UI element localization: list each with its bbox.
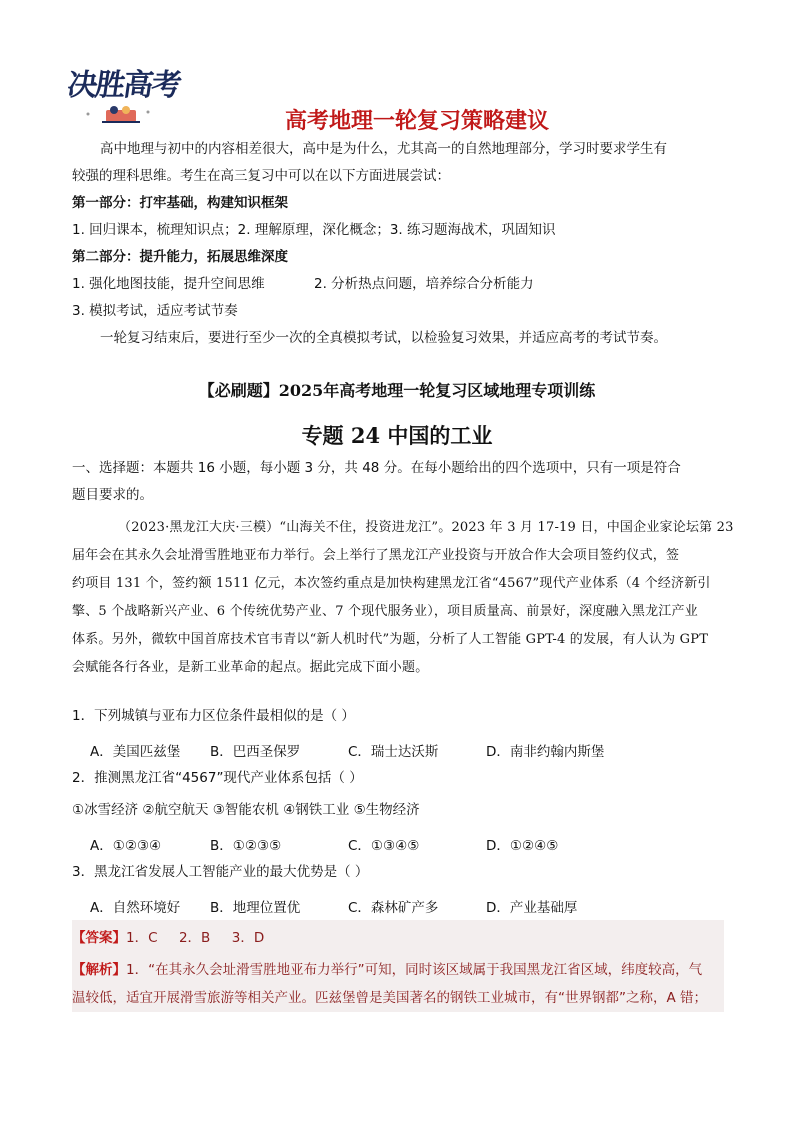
analysis-text-1: 1．“在其永久会址滑雪胜地亚布力举行”可知，同时该区域属于我国黑龙江省区域，纬度较高，气 xyxy=(126,962,703,978)
section-instructions-1: 一、选择题：本题共 16 小题，每小题 3 分，共 48 分。在每小题给出的四个选项中，只有一项是符合 xyxy=(72,460,681,476)
part1-items: 1. 回归课本，梳理知识点；2. 理解原理，深化概念；3. 练习题海战术，巩固知识 xyxy=(72,222,556,238)
final-paragraph: 一轮复习结束后，要进行至少一次的全真模拟考试，以检验复习效果，并适应高考的考试节奏。 xyxy=(100,330,667,346)
answer-box xyxy=(72,920,724,1012)
topic-title: 专题 24 中国的工业 xyxy=(301,423,493,448)
answer-label: 【答案】 xyxy=(72,930,126,946)
material-line-4: 擎、5 个战略新兴产业、6 个传统优势产业、7 个现代服务业），项目质量高、前景好，深度融入黑龙江产业 xyxy=(72,604,698,619)
q1-option-a: A．美国匹兹堡 xyxy=(90,744,181,760)
part1-heading: 第一部分：打牢基础，构建知识框架 xyxy=(72,195,288,211)
question-2-stem: 2．推测黑龙江省“4567”现代产业体系包括（ ） xyxy=(72,770,363,786)
analysis-row-1 xyxy=(72,958,702,978)
q3-option-a: A．自然环境好 xyxy=(90,900,181,916)
part2-item-1: 1. 强化地图技能，提升空间思维 xyxy=(72,276,265,292)
material-line-3: 约项目 131 个，签约额 1511 亿元，本次签约重点是加快构建黑龙江省“4567”现代产业体系（4 个经济新引 xyxy=(72,576,711,591)
q2-option-b: B．①②③⑤ xyxy=(210,838,282,854)
q3-option-c: C．森林矿产多 xyxy=(348,900,439,916)
part2-heading: 第二部分：提升能力，拓展思维深度 xyxy=(72,249,288,265)
q3-option-b: B．地理位置优 xyxy=(210,900,301,916)
material-line-2: 届年会在其永久会址滑雪胜地亚布力举行。会上举行了黑龙江产业投资与开放合作大会项目签约仪式，签 xyxy=(72,548,680,563)
question-2-items: ①冰雪经济 ②航空航天 ③智能农机 ④钢铁工业 ⑤生物经济 xyxy=(72,802,420,818)
q1-option-c: C．瑞士达沃斯 xyxy=(348,744,439,760)
intro-line-1: 高中地理与初中的内容相差很大，高中是为什么，尤其高一的自然地理部分，学习时要求学生有 xyxy=(100,141,667,157)
question-3-stem: 3．黑龙江省发展人工智能产业的最大优势是（ ） xyxy=(72,864,369,880)
part2-item-2: 2. 分析热点问题，培养综合分析能力 xyxy=(314,276,534,292)
exam-subtitle: 【必刷题】2025年高考地理一轮复习区域地理专项训练 xyxy=(198,381,596,400)
q1-option-d: D．南非约翰内斯堡 xyxy=(486,744,605,760)
answer-row xyxy=(72,926,264,946)
q1-option-b: B．巴西圣保罗 xyxy=(210,744,301,760)
intro-line-2: 较强的理科思维。考生在高三复习中可以在以下方面进展尝试： xyxy=(72,168,450,184)
q2-option-d: D．①②④⑤ xyxy=(486,838,559,854)
material-line-6: 会赋能各行各业，是新工业革命的起点。据此完成下面小题。 xyxy=(72,660,429,675)
material-line-1: （2023·黑龙江大庆·三模）“山海关不住，投资进龙江”。2023 年 3 月 17-19 日，中国企业家论坛第 23 xyxy=(118,520,734,535)
analysis-text-2: 温较低，适宜开展滑雪旅游等相关产业。匹兹堡曾是美国著名的钢铁工业城市，有“世界钢都”之称，A 错； xyxy=(72,990,708,1006)
answer-text: 1．C 2．B 3．D xyxy=(126,930,265,946)
part2-item-3: 3. 模拟考试，适应考试节奏 xyxy=(72,303,238,319)
section-instructions-2: 题目要求的。 xyxy=(72,487,153,503)
q2-option-a: A．①②③④ xyxy=(90,838,162,854)
question-1-stem: 1．下列城镇与亚布力区位条件最相似的是（ ） xyxy=(72,708,355,724)
logo-text: 决胜高考 xyxy=(65,68,182,103)
q2-option-c: C．①③④⑤ xyxy=(348,838,420,854)
page-title: 高考地理一轮复习策略建议 xyxy=(284,109,549,134)
q3-option-d: D．产业基础厚 xyxy=(486,900,578,916)
material-line-5: 体系。另外，微软中国首席技术官韦青以“新人机时代”为题，分析了人工智能 GPT-4 的发展，有人认为 GPT xyxy=(72,632,709,647)
analysis-label: 【解析】 xyxy=(72,962,126,978)
